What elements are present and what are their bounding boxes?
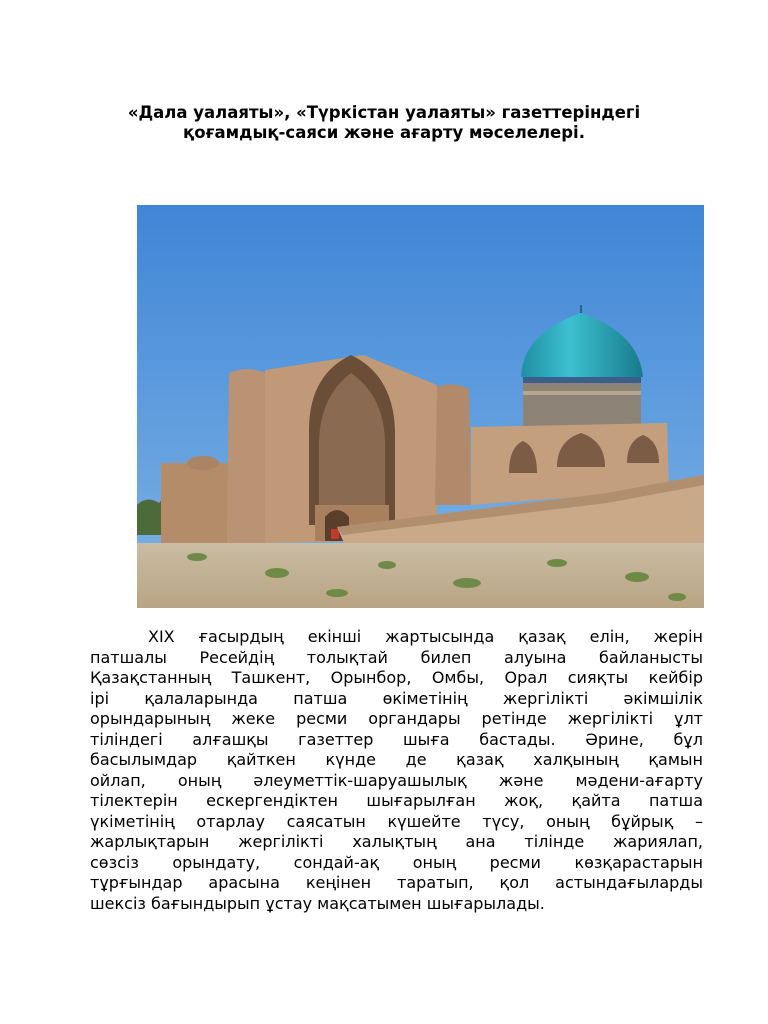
mausoleum-photo xyxy=(137,205,704,608)
paragraph-line: ірі қалаларында патша өкіметінің жергілікті әкімшілік xyxy=(90,688,703,708)
paragraph-line: жарлықтарын жергілікті халықтың ана тілінде жариялап, xyxy=(90,832,703,851)
paragraph-line: шексіз бағындырып ұстау мақсатымен шығарылады. xyxy=(90,893,545,913)
paragraph-line: тілектерін ескергендіктен шығарылған жоқ, қайта патша xyxy=(90,791,703,810)
title-line-1: «Дала уалаяты», «Түркістан уалаяты» газеттеріндегі xyxy=(127,103,641,122)
left-tower xyxy=(227,369,267,543)
paragraph-line: XIX ғасырдың екінші жартысында қазақ елін, жерін xyxy=(148,627,703,646)
paragraph-line: Қазақстанның Ташкент, Орынбор, Омбы, Орал сияқты кейбір xyxy=(90,668,703,687)
body-paragraph xyxy=(90,627,703,914)
paragraph-line: орындарының жеке ресми органдары ретінде жергілікті ұлт xyxy=(90,709,703,728)
ground xyxy=(137,543,704,608)
paragraph-line: тұрғындар арасына кеңінен таратып, қол астындағыларды xyxy=(90,873,703,892)
document-title xyxy=(60,103,708,143)
paragraph-line: үкіметінің отарлау саясатын күшейте түсу, оның бұйрық – xyxy=(90,811,703,831)
title-line-2: қоғамдық-саяси және ағарту мәселелері. xyxy=(183,123,585,142)
paragraph-line: патшалы Ресейдің толықтай билеп алуына байланысты xyxy=(90,647,703,667)
paragraph-line: сөзсіз орындату, сондай-ақ оның ресми көзқарастарын xyxy=(90,852,703,872)
paragraph-line: басылымдар қайткен күнде де қазақ халқының қамын xyxy=(90,750,703,769)
right-tower xyxy=(435,384,471,505)
mausoleum-illustration xyxy=(137,205,704,608)
paragraph-line: ойлап, оның әлеуметтік-шаруашылық және мәдени-ағарту xyxy=(90,770,703,790)
paragraph-line: тіліндегі алғашқы газеттер шыға бастады. Әрине, бұл xyxy=(90,729,703,749)
